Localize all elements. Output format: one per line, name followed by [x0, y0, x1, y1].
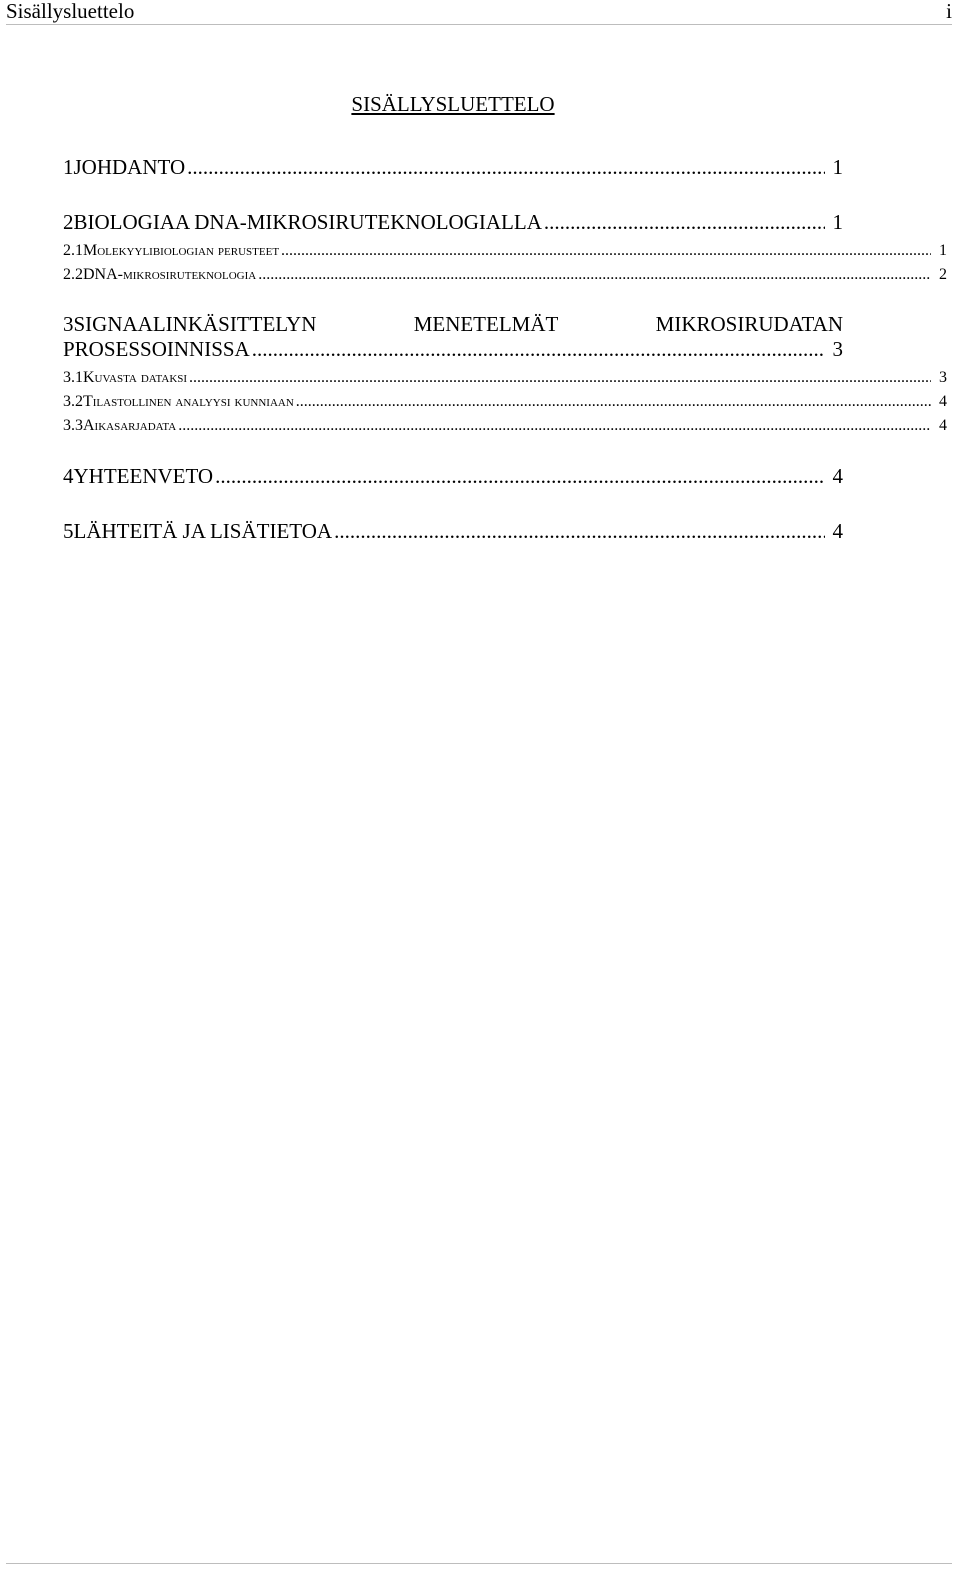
- toc-entry-page: 4: [832, 464, 843, 488]
- toc-entry-title-line1: [63, 312, 843, 337]
- toc-entry-number: 2.1: [63, 242, 83, 259]
- toc-leader-dots: [252, 337, 825, 362]
- toc-entry-number: 5: [63, 519, 74, 543]
- toc-entry-page: 3: [832, 337, 843, 361]
- toc-entry-number: 3.2: [63, 393, 83, 410]
- toc-entry-page: 1: [939, 242, 947, 259]
- toc-entry-2-1[interactable]: [63, 242, 947, 260]
- toc-entry-3[interactable]: [63, 312, 843, 362]
- header-page-number: i: [946, 0, 952, 23]
- toc-entry-title-word: MIKROSIRUDATAN: [655, 312, 843, 336]
- toc-entry-4[interactable]: [63, 464, 843, 488]
- toc-entry-title-word: MENETELMÄT: [413, 312, 559, 336]
- toc-entry-page: 4: [832, 519, 843, 543]
- toc-entry-title: Aikasarjadata: [83, 417, 177, 434]
- toc-leader-dots: [215, 464, 824, 488]
- toc-leader-dots: [178, 417, 931, 435]
- toc-entry-page: 3: [939, 369, 947, 386]
- toc-entry-1[interactable]: [63, 155, 843, 179]
- toc-entry-title: Tilastollinen analyysi kunniaan: [83, 393, 294, 410]
- header-title: Sisällysluettelo: [6, 0, 135, 23]
- toc-entry-title: DNA-mikrosiruteknologia: [83, 266, 257, 283]
- running-header: [6, 0, 952, 25]
- toc-leader-dots: [258, 266, 931, 284]
- toc-entry-3-2[interactable]: [63, 393, 947, 411]
- toc-entry-3-3[interactable]: [63, 417, 947, 435]
- toc-entry-page: 2: [939, 266, 947, 283]
- toc-entry-title: Molekyylibiologian perusteet: [83, 242, 280, 259]
- toc-entry-page: 4: [939, 393, 947, 410]
- toc-entry-title: Kuvasta dataksi: [83, 369, 188, 386]
- toc-entry-page: 1: [832, 155, 843, 179]
- toc-entry-number: 1: [63, 155, 74, 179]
- toc-entry-5[interactable]: [63, 519, 843, 543]
- toc-entry-title: JOHDANTO: [73, 155, 186, 179]
- toc-entry-title-part: [63, 312, 316, 337]
- toc-leader-dots: [281, 242, 931, 260]
- toc-entry-title-continued: PROSESSOINNISSA: [63, 337, 250, 361]
- toc-entry-title-word: SIGNAALINKÄSITTELYN: [73, 312, 317, 336]
- toc-entry-2-2[interactable]: [63, 266, 947, 284]
- toc-leader-dots: [296, 393, 931, 411]
- toc-entry-number: 3.3: [63, 417, 83, 434]
- toc-leader-dots: [189, 369, 931, 387]
- toc-leader-dots: [187, 155, 824, 179]
- toc-entry-number: 3: [63, 312, 74, 336]
- toc-entry-3-1[interactable]: [63, 369, 947, 387]
- toc-entry-title: BIOLOGIAA DNA-MIKROSIRUTEKNOLOGIALLA: [73, 210, 542, 234]
- toc-entry-page: 1: [832, 210, 843, 234]
- toc-entry-number: 2.2: [63, 266, 83, 283]
- toc-entry-page: 4: [939, 417, 947, 434]
- toc-entry-number: 2: [63, 210, 74, 234]
- toc-entry-2[interactable]: [63, 210, 843, 234]
- toc-entry-title-line2: [63, 337, 843, 362]
- footer-rule: [6, 1563, 952, 1564]
- toc-entry-number: 4: [63, 464, 74, 488]
- toc-entry-title: YHTEENVETO: [73, 464, 214, 488]
- toc-entry-title: LÄHTEITÄ JA LISÄTIETOA: [73, 519, 333, 543]
- toc-entry-number: 3.1: [63, 369, 83, 386]
- toc-leader-dots: [334, 519, 824, 543]
- toc-heading: SISÄLLYSLUETTELO: [351, 92, 555, 116]
- toc-leader-dots: [544, 210, 825, 234]
